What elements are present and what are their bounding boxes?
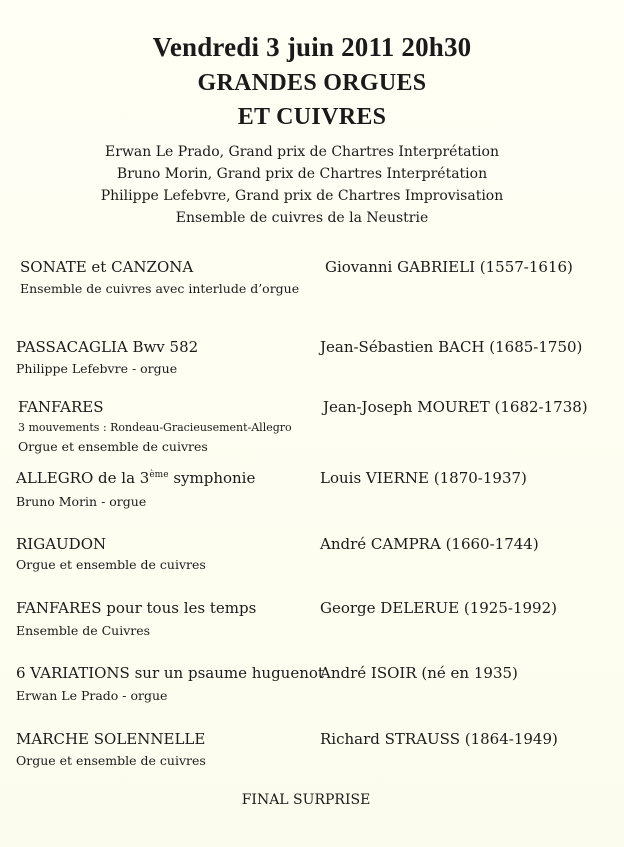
piece-composer: Giovanni GABRIELI (1557-1616) (325, 258, 573, 276)
performer-line: Philippe Lefebvre, Grand prix de Chartres Improvisation (100, 188, 504, 204)
piece-composer: Jean-Joseph MOURET (1682-1738) (323, 398, 588, 416)
concert-date: Vendredi 3 juin 2011 20h30 (152, 32, 472, 62)
performer-line: Erwan Le Prado, Grand prix de Chartres Interprétation (105, 144, 499, 160)
piece-performer: Orgue et ensemble de cuivres (16, 753, 206, 768)
piece-performer: Erwan Le Prado - orgue (16, 688, 168, 703)
piece-title: SONATE et CANZONA (20, 258, 194, 276)
piece-movements: 3 mouvements : Rondeau-Gracieusement-Allegro (18, 421, 292, 434)
piece-composer: André ISOIR (né en 1935) (320, 664, 518, 682)
final-surprise: FINAL SURPRISE (241, 792, 371, 808)
piece-performer: Philippe Lefebvre - orgue (16, 361, 178, 376)
piece-title: FANFARES (18, 398, 104, 416)
piece-composer: Louis VIERNE (1870-1937) (320, 469, 527, 487)
concert-title-line-2: ET CUIVRES (237, 104, 387, 130)
piece-title-superscript: ème (149, 470, 169, 480)
performer-line: Bruno Morin, Grand prix de Chartres Interprétation (116, 166, 488, 182)
piece-performer: Orgue et ensemble de cuivres (16, 557, 206, 572)
piece-composer: Jean-Sébastien BACH (1685-1750) (320, 338, 583, 356)
piece-title (16, 469, 255, 487)
piece-performer: Ensemble de Cuivres (16, 623, 151, 638)
piece-title: RIGAUDON (16, 535, 107, 553)
performer-line: Ensemble de cuivres de la Neustrie (175, 210, 429, 226)
piece-composer: Richard STRAUSS (1864-1949) (320, 730, 558, 748)
piece-performer: Ensemble de cuivres avec interlude d’orgue (20, 281, 300, 296)
piece-title-prefix: ALLEGRO de la 3 (16, 469, 150, 487)
piece-composer: André CAMPRA (1660-1744) (320, 535, 539, 553)
piece-performer: Bruno Morin - orgue (16, 494, 147, 509)
concert-title-line-1: GRANDES ORGUES (197, 70, 427, 96)
piece-title: 6 VARIATIONS sur un psaume huguenot (16, 664, 324, 682)
piece-title: PASSACAGLIA Bwv 582 (16, 338, 199, 356)
piece-title: MARCHE SOLENNELLE (16, 730, 206, 748)
piece-performer: Orgue et ensemble de cuivres (18, 439, 208, 454)
piece-composer: George DELERUE (1925-1992) (320, 599, 557, 617)
piece-title: FANFARES pour tous les temps (16, 599, 257, 617)
piece-title-suffix: symphonie (168, 469, 256, 487)
